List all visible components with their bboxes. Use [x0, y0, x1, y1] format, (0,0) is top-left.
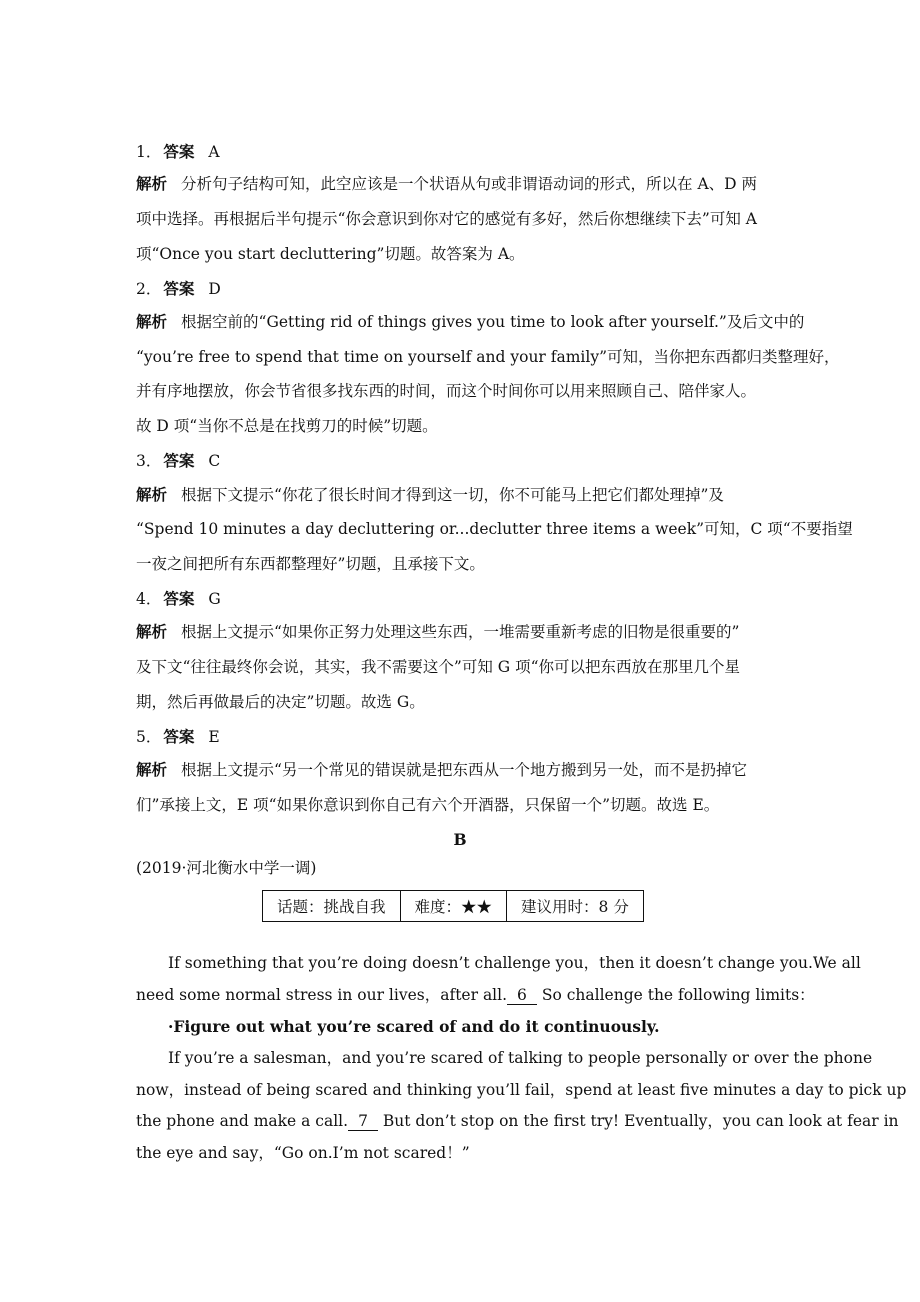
answer-3-header: [136, 451, 220, 471]
time-cell: 建议用时：8 分: [507, 891, 644, 922]
section-heading: B: [453, 830, 467, 849]
passage-line: now，instead of being scared and thinking you’ll fail，spend at least five minutes a day to pick up: [136, 1081, 907, 1099]
analysis-text-line: “you’re free to spend that time on yourself and your family”可知，当你把东西都归类整理好，: [136, 348, 840, 366]
answer-choice: A: [208, 143, 220, 161]
passage-line: [136, 985, 815, 1005]
blank-6[interactable]: 6: [507, 987, 537, 1005]
answer-number: 3．: [136, 452, 162, 470]
passage-text: the phone and make a call.: [136, 1112, 349, 1130]
passage-line: If something that you’re doing doesn’t challenge you，then it doesn’t change you.We all: [168, 954, 861, 972]
analysis-text: 根据空前的“Getting rid of things gives you time to look after yourself.”及后文中的: [181, 313, 805, 331]
analysis-text-line: 并有序地摆放，你会节省很多找东西的时间，而这个时间你可以用来照顾自己、陪伴家人。: [136, 382, 757, 400]
analysis-text: 根据上文提示“如果你正努力处理这些东西，一堆需要重新考虑的旧物是很重要的”: [181, 623, 740, 641]
passage-line: the eye and say，“Go on.I’m not scared！”: [136, 1144, 470, 1162]
analysis-text-line: 期，然后再做最后的决定”切题。故选 G。: [136, 693, 425, 711]
answer-choice: E: [208, 728, 220, 746]
answer-number: 4．: [136, 590, 162, 608]
passage-subheading: ·Figure out what you’re scared of and do it continuously.: [168, 1017, 660, 1036]
analysis-text-line: “Spend 10 minutes a day decluttering or...declutter three items a week”可知，C 项“不要指望: [136, 520, 853, 538]
answer-5-analysis-line: [136, 760, 747, 780]
analysis-label: 解析: [136, 485, 168, 504]
analysis-text-line: 项“Once you start decluttering”切题。故答案为 A。: [136, 245, 525, 263]
difficulty-label: 难度：: [414, 898, 462, 916]
answer-label: 答案: [163, 142, 195, 161]
section-source: (2019·河北衡水中学一调): [136, 859, 317, 877]
passage-text: But don’t stop on the first try! Eventually，you can look at fear in: [382, 1112, 899, 1130]
answer-2-analysis-line: [136, 312, 804, 332]
passage-text: So challenge the following limits：: [541, 986, 815, 1004]
analysis-label: 解析: [136, 760, 168, 779]
answer-label: 答案: [163, 589, 195, 608]
passage-line: [136, 1111, 899, 1131]
answer-1-header: [136, 142, 220, 162]
answer-choice: D: [208, 280, 221, 298]
answer-2-header: [136, 279, 221, 299]
passage-text: need some normal stress in our lives，after all.: [136, 986, 508, 1004]
analysis-text: 分析句子结构可知，此空应该是一个状语从句或非谓语动词的形式，所以在 A、D 两: [181, 175, 757, 193]
answer-number: 1．: [136, 143, 162, 161]
answer-choice: G: [208, 590, 221, 608]
answer-1-analysis-line: [136, 174, 757, 194]
answer-label: 答案: [163, 451, 195, 470]
topic-cell: 话题：挑战自我: [263, 891, 401, 922]
analysis-text-line: 及下文“往往最终你会说，其实，我不需要这个”可知 G 项“你可以把东西放在那里几个星: [136, 658, 741, 676]
answer-3-analysis-line: [136, 485, 724, 505]
analysis-text: 根据上文提示“另一个常见的错误就是把东西从一个地方搬到另一处，而不是扔掉它: [181, 761, 747, 779]
difficulty-stars: ★★: [461, 898, 493, 916]
analysis-text-line: 们”承接上文，E 项“如果你意识到你自己有六个开酒器，只保留一个”切题。故选 E。: [136, 796, 720, 814]
analysis-label: 解析: [136, 622, 168, 641]
answer-4-analysis-line: [136, 622, 739, 642]
answer-label: 答案: [163, 727, 195, 746]
blank-7[interactable]: 7: [348, 1113, 378, 1131]
answer-4-header: [136, 589, 221, 609]
passage-line: If you’re a salesman，and you’re scared of talking to people personally or over the phone: [168, 1049, 873, 1067]
answer-5-header: [136, 727, 220, 747]
answer-number: 5．: [136, 728, 162, 746]
analysis-label: 解析: [136, 174, 168, 193]
answer-number: 2．: [136, 280, 162, 298]
info-table: [262, 890, 644, 922]
analysis-text-line: 故 D 项“当你不总是在找剪刀的时候”切题。: [136, 417, 438, 435]
answer-label: 答案: [163, 279, 195, 298]
analysis-text: 根据下文提示“你花了很长时间才得到这一切，你不可能马上把它们都处理掉”及: [181, 486, 724, 504]
analysis-label: 解析: [136, 312, 168, 331]
analysis-text-line: 一夜之间把所有东西都整理好”切题，且承接下文。: [136, 555, 485, 573]
analysis-text-line: 项中选择。再根据后半句提示“你会意识到你对它的感觉有多好，然后你想继续下去”可知 A: [136, 210, 757, 228]
answer-choice: C: [208, 452, 221, 470]
difficulty-cell: [400, 891, 507, 922]
